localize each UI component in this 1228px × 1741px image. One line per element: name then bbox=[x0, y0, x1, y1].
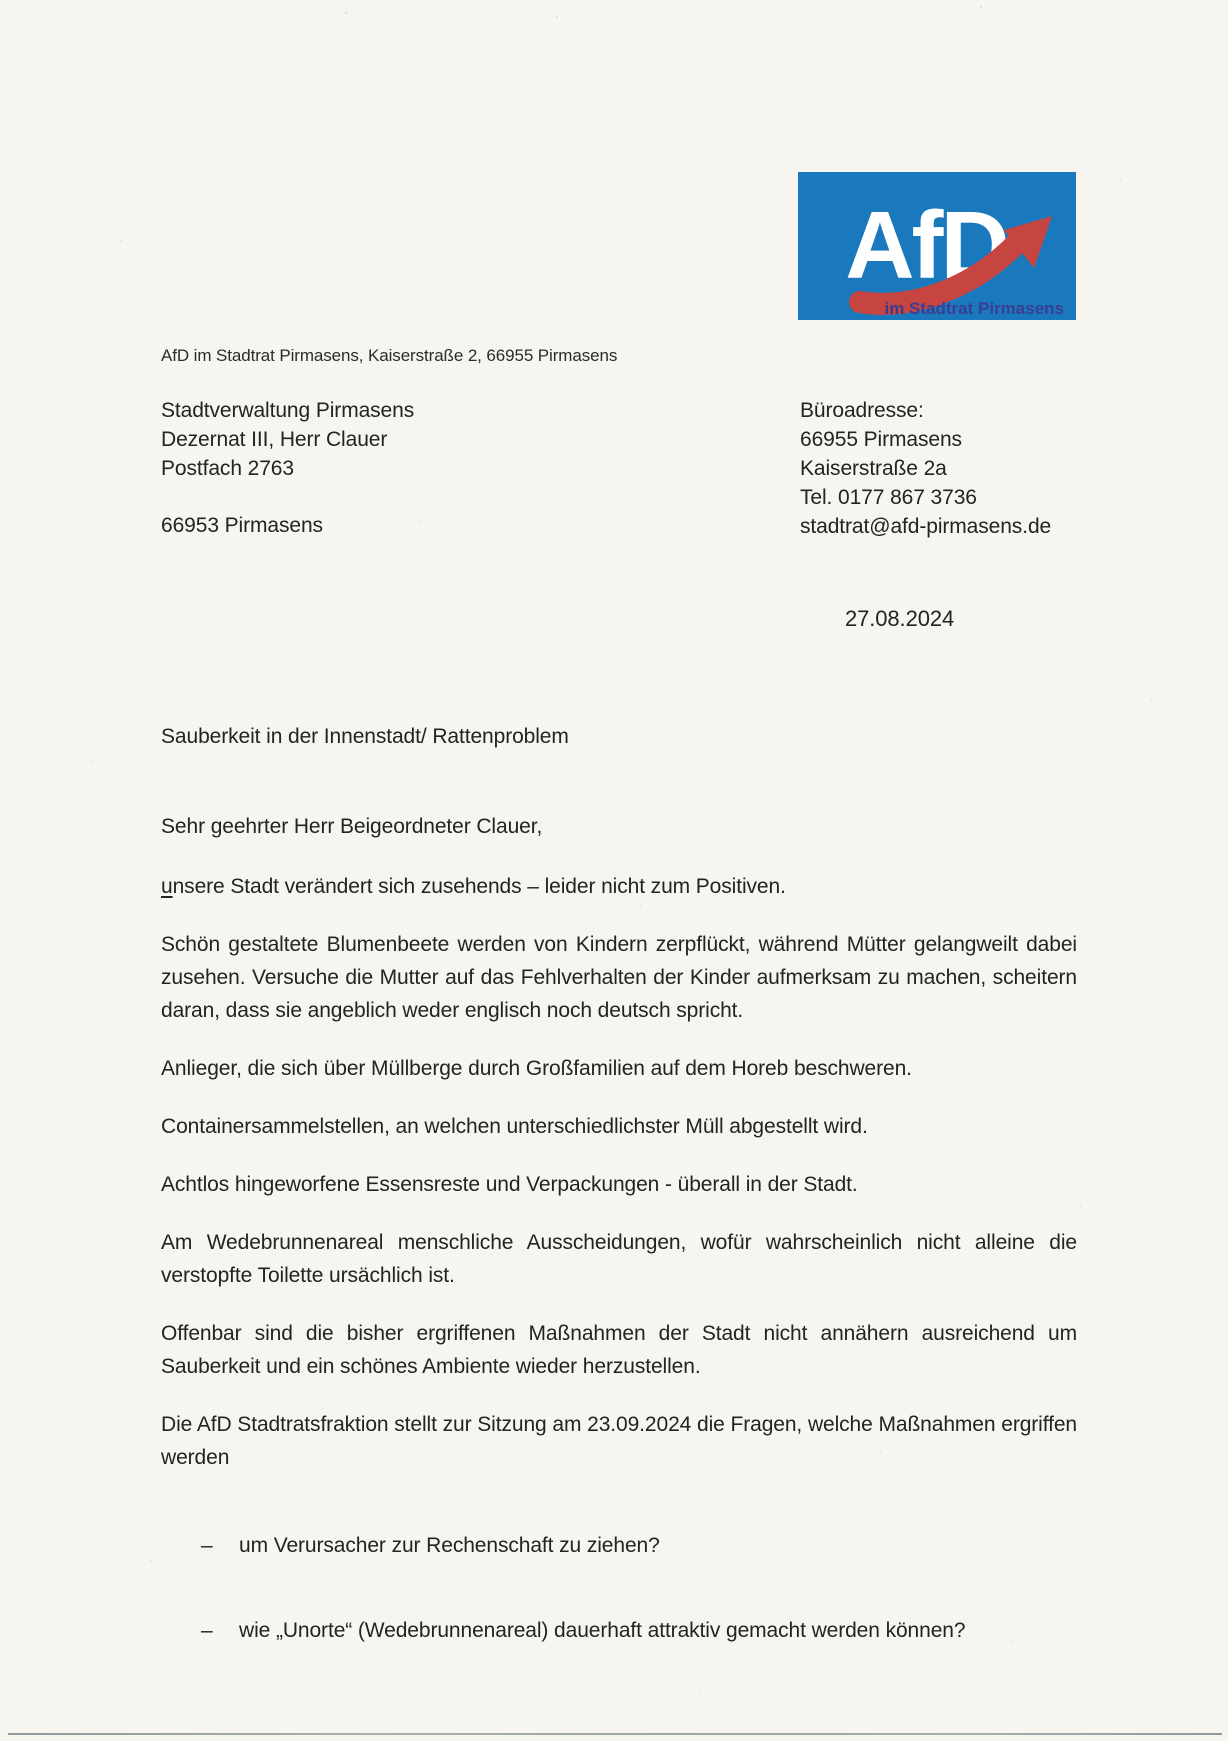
afd-logo bbox=[798, 172, 1076, 320]
office-label: Büroadresse: bbox=[800, 399, 924, 422]
office-line: Kaiserstraße 2a bbox=[800, 457, 947, 480]
recipient-city: 66953 Pirmasens bbox=[161, 514, 323, 537]
subject-line: Sauberkeit in der Innenstadt/ Rattenproblem bbox=[161, 725, 569, 748]
question-bullet bbox=[161, 1614, 1077, 1647]
bullet-dash: – bbox=[201, 1534, 213, 1557]
office-line: 66955 Pirmasens bbox=[800, 428, 962, 451]
body-paragraph: Am Wedebrunnenareal menschliche Ausscheidungen, wofür wahrscheinlich nicht alleine die verstopfte Toilette ursächlich ist. bbox=[161, 1231, 1077, 1287]
body-paragraph: Containersammelstellen, an welchen unterschiedlichster Müll abgestellt wird. bbox=[161, 1115, 868, 1138]
bullet-text: wie „Unorte“ (Wedebrunnenareal) dauerhaft attraktiv gemacht werden können? bbox=[239, 1619, 966, 1642]
questions-intro: Die AfD Stadtratsfraktion stellt zur Sitzung am 23.09.2024 die Fragen, welche Maßnahmen ergriffen werden bbox=[161, 1413, 1077, 1469]
sender-return-line: AfD im Stadtrat Pirmasens, Kaiserstraße 2, 66955 Pirmasens bbox=[161, 346, 618, 365]
letter-body bbox=[161, 720, 1077, 1647]
paper-speckles bbox=[0, 0, 2, 2]
intro-line bbox=[161, 870, 1077, 903]
recipient-line: Dezernat III, Herr Clauer bbox=[161, 428, 388, 451]
recipient-line: Stadtverwaltung Pirmasens bbox=[161, 399, 415, 422]
underlined-letter: u bbox=[161, 875, 173, 898]
logo-wordmark: AfD bbox=[845, 192, 1007, 299]
salutation: Sehr geehrter Herr Beigeordneter Clauer, bbox=[161, 815, 543, 838]
body-paragraph: Schön gestaltete Blumenbeete werden von Kindern zerpflückt, während Mütter gelangweilt dabei zusehen. Versuche die Mutter auf das Fehlverhalten der Kinder aufmerksam zu machen, scheitern daran, dass sie angeblich weder englisch noch deutsch spricht. bbox=[161, 933, 1077, 1022]
letter-date: 27.08.2024 bbox=[845, 606, 955, 631]
scan-edge-line bbox=[8, 1733, 1222, 1735]
question-bullet bbox=[161, 1529, 1077, 1562]
bullet-dash: – bbox=[201, 1619, 213, 1642]
body-paragraph: Anlieger, die sich über Müllberge durch Großfamilien auf dem Horeb beschweren. bbox=[161, 1057, 912, 1080]
recipient-address bbox=[161, 396, 414, 540]
recipient-line: Postfach 2763 bbox=[161, 457, 294, 480]
body-paragraph: Achtlos hingeworfene Essensreste und Verpackungen - überall in der Stadt. bbox=[161, 1173, 858, 1196]
office-phone: Tel. 0177 867 3736 bbox=[800, 486, 977, 509]
intro-text: nsere Stadt verändert sich zusehends – leider nicht zum Positiven. bbox=[172, 875, 786, 898]
bullet-text: um Verursacher zur Rechenschaft zu ziehen? bbox=[239, 1534, 660, 1557]
logo-subtext: im Stadtrat Pirmasens bbox=[884, 299, 1064, 318]
office-email: stadtrat@afd-pirmasens.de bbox=[800, 515, 1052, 538]
office-address bbox=[800, 396, 1051, 541]
body-paragraph: Offenbar sind die bisher ergriffenen Maßnahmen der Stadt nicht annähern ausreichend um Sauberkeit und ein schönes Ambiente wieder herzustellen. bbox=[161, 1322, 1077, 1378]
